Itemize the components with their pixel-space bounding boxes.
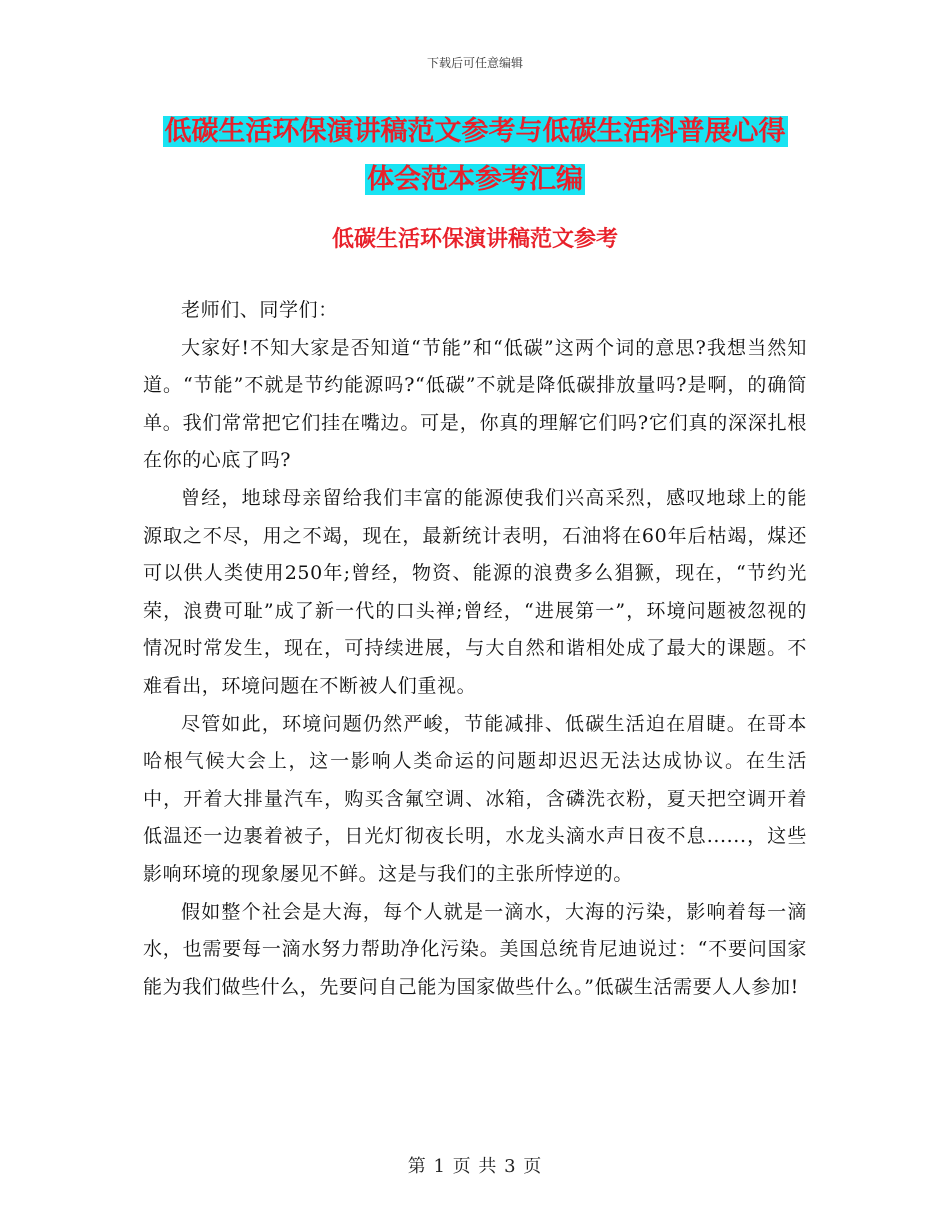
title-line-1: 低碳生活环保演讲稿范文参考与低碳生活科普展心得: [164, 116, 786, 147]
document-title: [0, 108, 950, 204]
body-paragraph: 尽管如此，环境问题仍然严峻，节能减排、低碳生活迫在眉睫。在哥本哈根气候大会上，这一影响人类命运的问题却迟迟无法达成协议。在生活中，开着大排量汽车，购买含氟空调、冰箱，含磷洗衣粉，夏天把空调开着低温还一边裹着被子，日光灯彻夜长明，水龙头滴水声日夜不息......，这些影响环境的现象屡见不鲜。这是与我们的主张所悖逆的。: [143, 712, 807, 885]
greeting-paragraph: 老师们、同学们：: [181, 299, 338, 321]
page-footer: 第 1 页 共 3 页: [407, 1156, 543, 1177]
body-paragraph: 曾经，地球母亲留给我们丰富的能源使我们兴高采烈，感叹地球上的能源取之不尽，用之不竭，现在，最新统计表明，石油将在60年后枯竭，煤还可以供人类使用250年;曾经，物资、能源的浪费多么猖獗，现在，“节约光荣，浪费可耻”成了新一代的口头禅;曾经，“进展第一”，环境问题被忽视的情况时常发生，现在，可持续进展，与大自然和谐相处成了最大的课题。不难看出，环境问题在不断被人们重视。: [143, 486, 807, 697]
header-note: 下载后可任意编辑: [426, 56, 523, 70]
title-line-2: 体会范本参考汇编: [367, 164, 583, 195]
body-paragraph: 大家好!不知大家是否知道“节能”和“低碳”这两个词的意思?我想当然知道。“节能”不就是节约能源吗?“低碳”不就是降低碳排放量吗?是啊，的确简单。我们常常把它们挂在嘴边。可是，你真的理解它们吗?它们真的深深扎根在你的心底了吗?: [143, 336, 807, 472]
section-title: 低碳生活环保演讲稿范文参考: [331, 226, 618, 252]
body-paragraph: 假如整个社会是大海，每个人就是一滴水，大海的污染，影响着每一滴水，也需要每一滴水努力帮助净化污染。美国总统肯尼迪说过：“不要问国家能为我们做些什么，先要问自己能为国家做些什么。”低碳生活需要人人参加!: [143, 900, 807, 998]
body-text: [143, 292, 807, 1006]
